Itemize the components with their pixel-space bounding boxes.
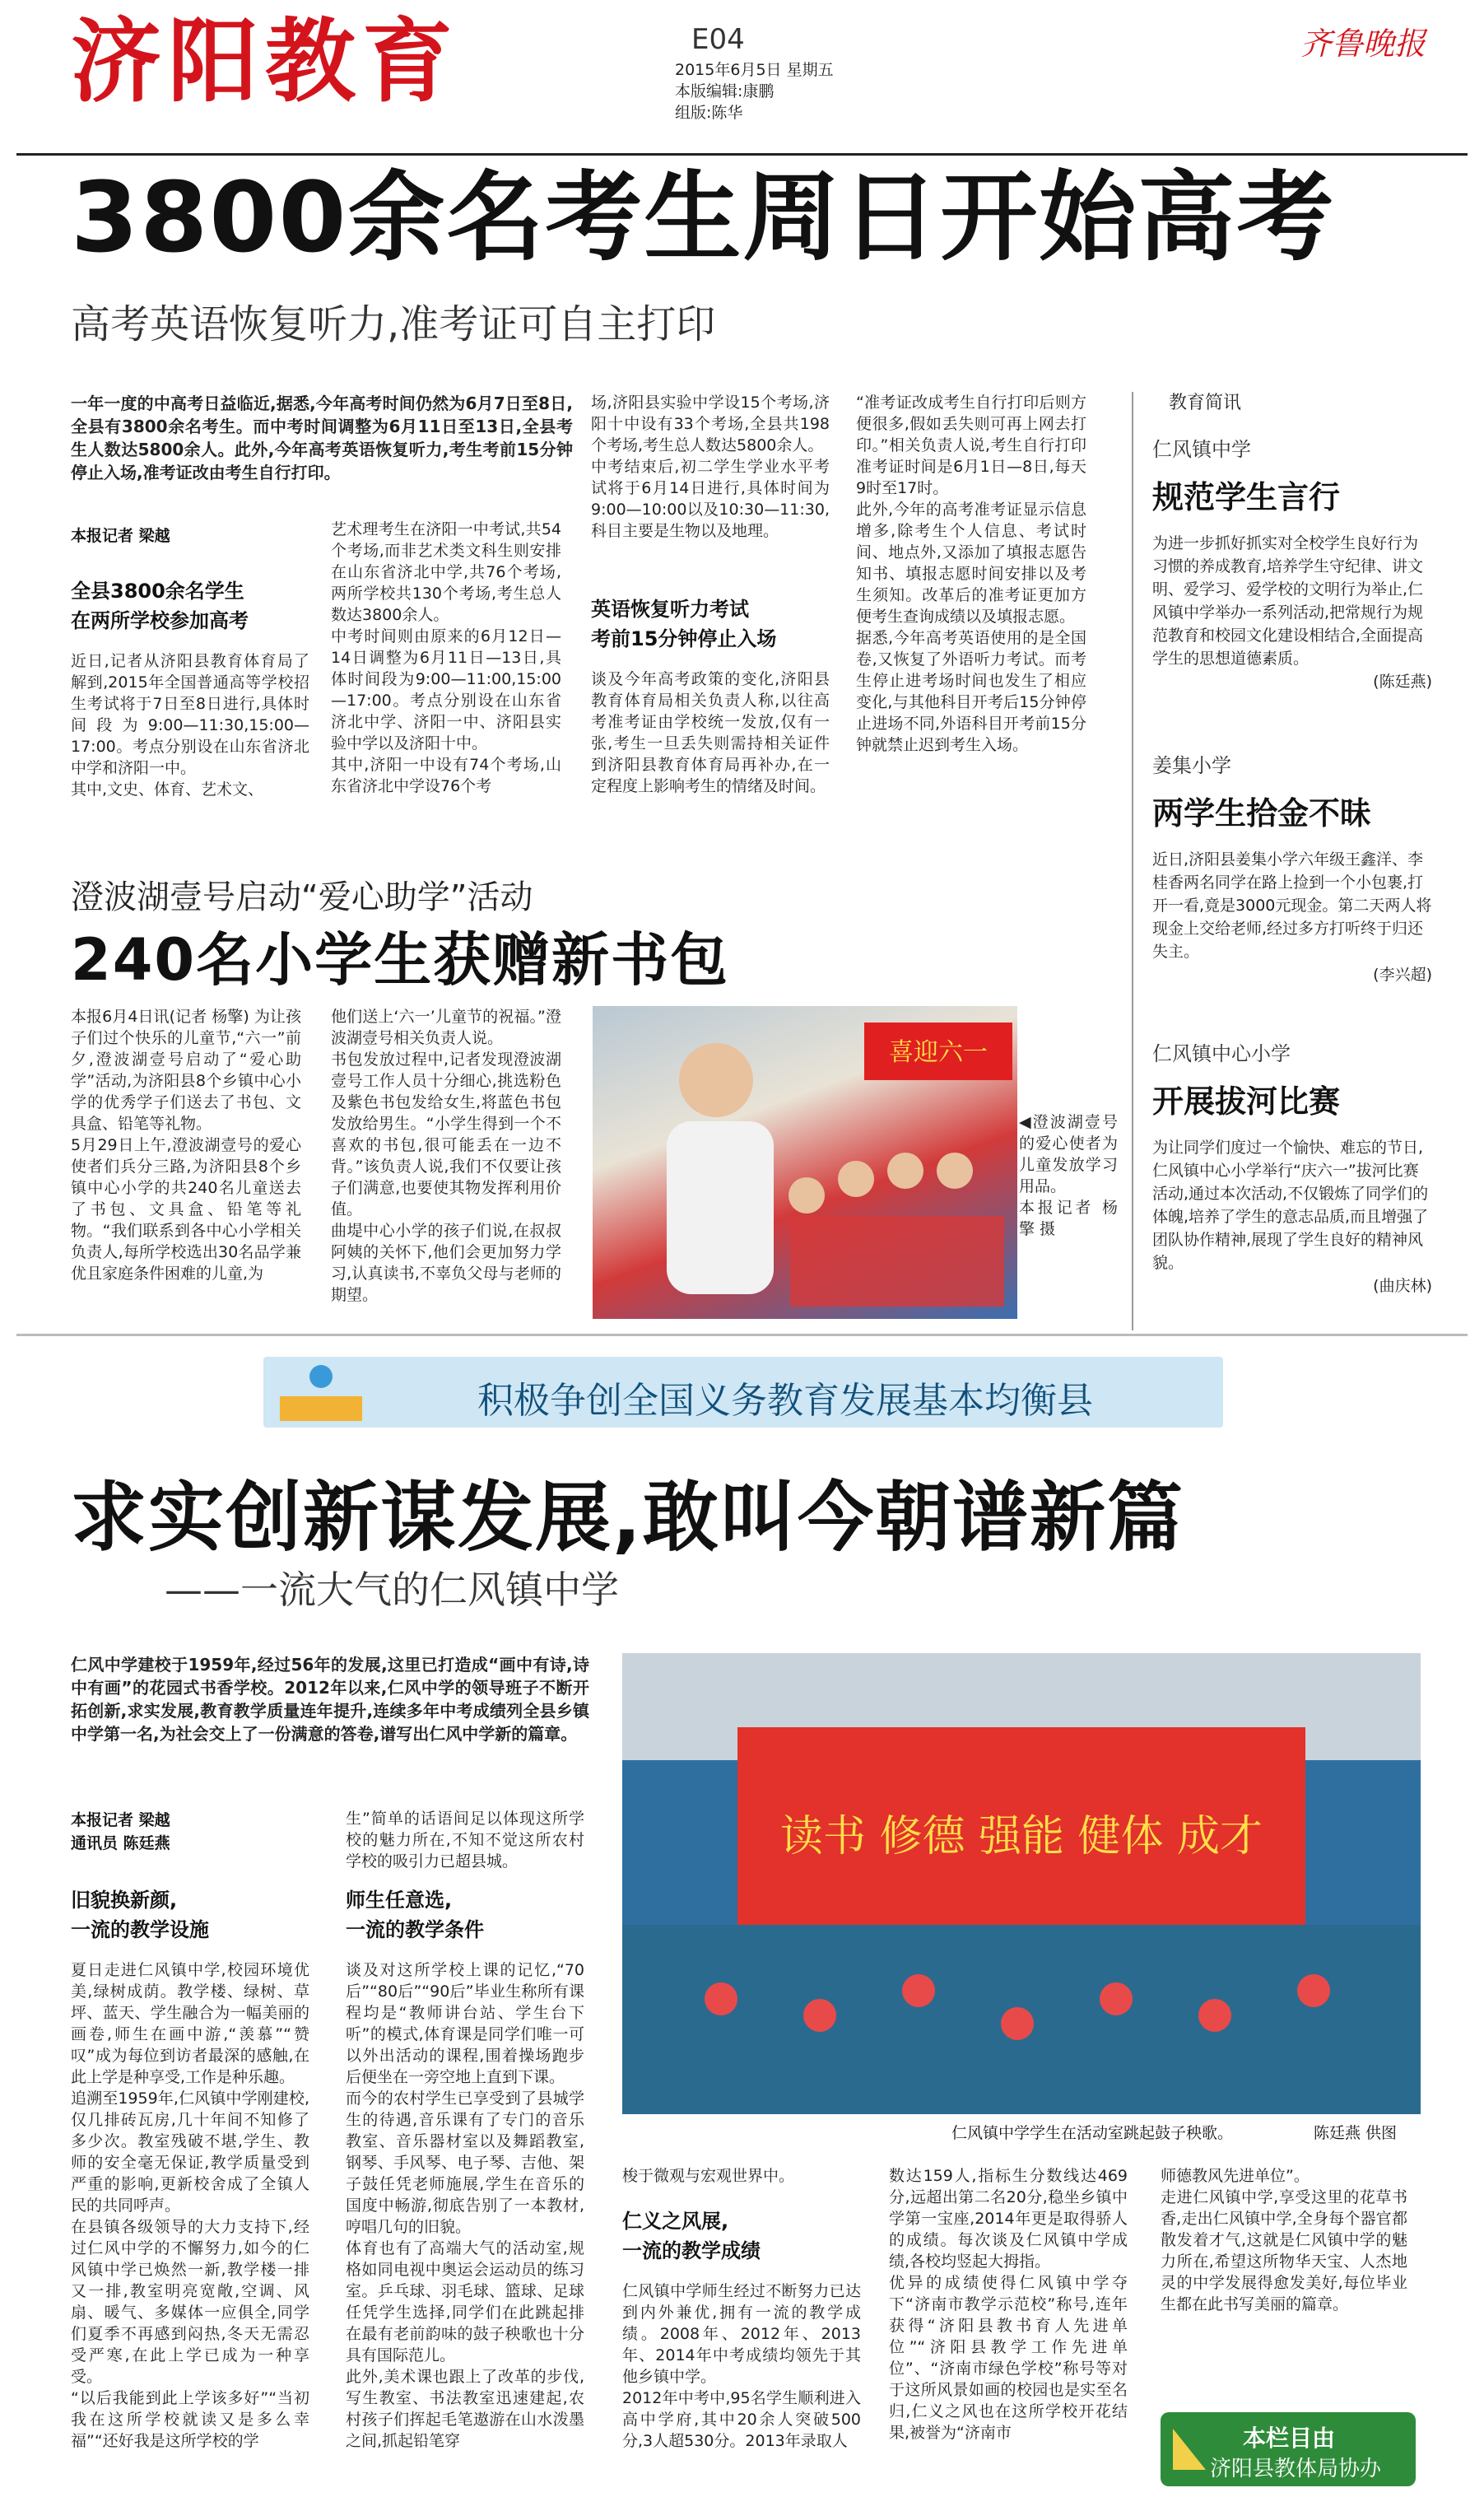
sidebar-label: 教育简讯: [1169, 393, 1242, 413]
sidebar-item: [1152, 1029, 1432, 1297]
sidebar-author: (曲庆林): [1373, 1277, 1432, 1295]
photo-illustration: [622, 1653, 1421, 2147]
photo-children-group: [790, 1216, 1004, 1307]
photo-dancer: [705, 1982, 737, 2015]
sidebar-body: 为让同学们度过一个愉快、难忘的节日,仁风镇中心小学举行“庆六一”拔河比赛活动,通过本次活动,不仅锻炼了同学们的体魄,培养了学生的意志品质,而且增强了团队协作精神,展现了学生良好的精神风貌。: [1152, 1139, 1429, 1272]
story1-subhead2: 英语恢复听力考试 考前15分钟停止入场: [591, 598, 777, 650]
story1-subhead1: 全县3800余名学生 在两所学校参加高考: [71, 580, 249, 632]
sidebar-school: 仁风镇中学: [1152, 438, 1251, 461]
sponsor-box: [1161, 2412, 1416, 2486]
photo-person-head: [679, 1043, 753, 1117]
story3-photo: [622, 1653, 1421, 2147]
photo-dancer: [1198, 1999, 1231, 2032]
banner-figure: [309, 1365, 333, 1388]
photo-dancer: [1297, 1974, 1330, 2007]
story1-col3a: 场,济阳县实验中学设15个考场,济阳十中设有33个考场,全县共198个考场,考生总人数达5800余人。 中考结束后,初二学生学业水平考试将于6月14日进行,具体时间为9:00—10:00以及10:30—11:30,科目主要是生物以及地理。: [591, 394, 830, 540]
story3-subheadline: ——一流大气的仁风镇中学: [165, 1568, 619, 1612]
photo-banner-text: 喜迎六一: [889, 1038, 988, 1067]
story1-subheadline: 高考英语恢复听力,准考证可自主打印: [71, 301, 716, 347]
sidebar-item: [1152, 741, 1432, 986]
issue-date: 2015年6月5日 星期五: [675, 61, 834, 79]
story3-subhead1: 旧貌换新颜, 一流的教学设施: [71, 1889, 209, 1941]
story3-headline: 求实创新谋发展,敢叫今朝谱新篇: [71, 1474, 1184, 1562]
layout-credit: 组版:陈华: [675, 104, 743, 122]
sidebar-divider: [1132, 392, 1133, 1330]
banner-books: [280, 1396, 362, 1421]
story3-col4: 数达159人,指标生分数线达469分,远超出第二名20分,稳坐乡镇中学第一宝座,2014年更是取得骄人的成绩。每次谈及仁风镇中学成绩,各校均竖起大拇指。 优异的成绩使得仁风镇中学夺下“济南市教学示范校”称号,连年获得“济阳县教书育人先进单位”“济阳县教学工作先进单位”、“济南市绿色学校”称号等对于这所风景如画的校园也是实至名归,仁义之风也在这所学校开花结果,被誉为“济南市: [889, 2167, 1128, 2442]
story1-col3b: 谈及今年高考政策的变化,济阳县教育体育局相关负责人称,以往高考准考证由学校统一发放,仅有一张,考生一旦丢失则需持相关证件到济阳县教育体育局再补办,在一定程度上影响考生的情绪及时间。: [591, 670, 830, 795]
sidebar-title: 两学生拾金不昧: [1152, 795, 1372, 832]
story1-headline: 3800余名考生周日开始高考: [71, 161, 1336, 274]
newspaper-logo: 齐鲁晚报: [1300, 26, 1426, 62]
sidebar-body: 为进一步抓好抓实对全校学生良好行为习惯的养成教育,培养学生守纪律、讲文明、爱学习、爱学校的文明行为举止,仁风镇中学举办一系列活动,把常规行为规范教育和校园文化建设相结合,全面提高学生的思想道德素质。: [1152, 534, 1424, 668]
sponsor-line2: 济阳县教体局协办: [1210, 2457, 1382, 2481]
story2-headline: 240名小学生获赠新书包: [71, 926, 730, 994]
story3-col3b: 仁风镇中学师生经过不断努力已达到内外兼优,拥有一流的教学成绩。2008年、2012年、2013年、2014年中考成绩均领先于其他乡镇中学。 2012年中考中,95名学生顺利进入高中学府,其中20余人突破500分,3人超530分。2013年录取人: [622, 2282, 861, 2450]
sidebar-title: 开展拔河比赛: [1152, 1083, 1341, 1120]
story3-col2a: 生”简单的话语间足以体现这所学校的魅力所在,不知不觉这所农村学校的吸引力已超县城。: [346, 1810, 584, 1870]
story2-photo: [593, 1006, 1017, 1319]
ruler-icon: [1169, 2425, 1210, 2474]
sidebar-title: 规范学生言行: [1152, 479, 1341, 515]
story1-col1: 近日,记者从济阳县教育体育局了解到,2015年全国普通高等学校招生考试将于7日至8日进行,具体时间段为9:00—11:30,15:00—17:00。考点分别设在山东省济北中学和济阳一中。 其中,文史、体育、艺术文、: [71, 652, 309, 799]
photo-child: [887, 1153, 923, 1189]
editor-credit: 本版编辑:康鹏: [675, 82, 775, 100]
sidebar-school: 姜集小学: [1152, 754, 1231, 777]
photo-dancer: [1100, 1982, 1133, 2015]
story2-col2: 他们送上‘六一’儿童节的祝福。”澄波湖壹号相关负责人说。 书包发放过程中,记者发现澄波湖壹号工作人员十分细心,挑选粉色及紫色书包发给女生,将蓝色书包发放给男生。“小学生得到一个不喜欢的书包,很可能丢在一边不背。”该负责人说,我们不仅要让孩子们满意,也要使其物发挥利用价值。 曲堤中心小学的孩子们说,在叔叔阿姨的关怀下,他们会更加努力学习,认真读书,不辜负父母与老师的期望。: [331, 1008, 561, 1304]
photo-dancer: [803, 1999, 836, 2032]
story1-byline: 本报记者 梁越: [71, 527, 170, 545]
story3-col3a: 梭于微观与宏观世界中。: [622, 2167, 795, 2185]
sidebar-author: (李兴超): [1373, 966, 1432, 984]
photo-dancer: [902, 1974, 935, 2007]
banner-icon: [272, 1360, 370, 1424]
photo-person-body: [667, 1121, 774, 1294]
section-divider: [16, 1334, 1468, 1336]
sidebar-author: (陈廷燕): [1373, 673, 1432, 691]
top-rule: [16, 153, 1468, 156]
ruler-triangle: [1173, 2429, 1206, 2470]
story3-byline2: 通讯员 陈廷燕: [71, 1834, 170, 1852]
photo-illustration: [593, 1006, 1017, 1319]
story2-col1: 本报6月4日讯(记者 杨擎) 为让孩子们过个快乐的儿童节,“六一”前夕,澄波湖壹号启动了“爱心助学”活动,为济阳县8个乡镇中心小学的优秀学子们送去了书包、文具盒、铅笔等礼物。 5月29日上午,澄波湖壹号的爱心使者们兵分三路,为济阳县8个乡镇中心小学的共240名儿童送去了书包、文具盒、铅笔等礼物。“我们联系到各中心小学相关负责人,每所学校选出30名品学兼优且家庭条件困难的儿童,为: [71, 1008, 301, 1283]
story1-lead: 一年一度的中高考日益临近,据悉,今年高考时间仍然为6月7日至8日,全县有3800余名考生。而中考时间调整为6月11日至13日,全县考生人数达5800余人。此外,今年高考英语恢复听力,考生考前15分钟停止入场,准考证改由考生自行打印。: [71, 394, 573, 482]
page-code: E04: [691, 23, 745, 56]
story2-kicker: 澄波湖壹号启动“爱心助学”活动: [71, 878, 533, 916]
story3-photo-credit: 陈廷燕 供图: [1314, 2124, 1398, 2142]
sidebar-item: [1152, 425, 1432, 693]
photo-child: [937, 1153, 973, 1189]
story3-subhead2: 师生任意选, 一流的教学条件: [346, 1889, 484, 1941]
story3-byline1: 本报记者 梁越: [71, 1811, 170, 1829]
story3-lead: 仁风中学建校于1959年,经过56年的发展,这里已打造成“画中有诗,诗中有画”的花园式书香学校。2012年以来,仁风中学的领导班子不断开拓创新,求实发展,教育教学质量连年提升,连续多年中考成绩列全县乡镇中学第一名,为社会交上了一份满意的答卷,谱写出仁风中学新的篇章。: [71, 1655, 589, 1744]
masthead-meta: [675, 59, 834, 123]
story1-col4: “准考证改成考生自行打印后则方便很多,假如丢失则可再上网去打印。”相关负责人说,考生自行打印准考证时间是6月1日—8日,每天9时至17时。 此外,今年的高考准考证显示信息增多,除考生个人信息、考试时间、地点外,又添加了填报志愿告知书、填报志愿时间安排以及考生须知。改革后的准考证更加方便考生查询成绩以及填报志愿。 据悉,今年高考英语使用的是全国卷,又恢复了外语听力考试。而考生停止进考场时间也发生了相应变化,与其他科目开考后15分钟停止进场不同,外语科目开考前15分钟就禁止迟到考生入场。: [856, 394, 1086, 754]
photo-child: [838, 1161, 874, 1197]
story3-col2b: 谈及对这所学校上课的记忆,“70后”“80后”“90后”毕业生称所有课程均是“教师讲台站、学生台下听”的模式,体育课是同学们唯一可以外出活动的课程,围着操场跑步后便坐在一旁空地上直到下课。 而今的农村学生已享受到了县城学生的待遇,音乐课有了专门的音乐教室、音乐器材室以及舞蹈教室,钢琴、手风琴、电子琴、吉他、架子鼓任凭老师施展,学生在音乐的国度中畅游,彻底告别了一本教材,哼唱几句的旧貌。 体育也有了高端大气的活动室,规格如同电视中奥运会运动员的练习室。乒乓球、羽毛球、篮球、足球任凭学生选择,同学们在此跳起排在最有老前韵味的鼓子秧歌也十分具有国际范儿。 此外,美术课也跟上了改革的步伐,写生教室、书法教室迅速建起,农村孩子们挥起毛笔遨游在山水泼墨之间,抓起铅笔穿: [346, 1961, 584, 2450]
masthead-title: 济阳教育: [71, 9, 459, 114]
photo-stage-text: 读书 修德 强能 健体 成才: [779, 1812, 1263, 1861]
story1-col2: 艺术理考生在济阳一中考试,共54个考场,而非艺术类文科生则安排在山东省济北中学,共76个考场,两所学校共130个考场,考生总人数达3800余人。 中考时间则由原来的6月12日—14日调整为6月11日—13日,具体时间段为9:00—11:00,15:00—17:00。考点分别设在山东省济北中学、济阳一中、济阳县实验中学以及济阳十中。 其中,济阳一中设有74个考场,山东省济北中学设76个考: [331, 520, 561, 795]
story3-col5: 师德教风先进单位”。 走进仁风镇中学,享受这里的花草书香,走出仁风镇中学,全身每个器官都散发着才气,这就是仁风镇中学的魅力所在,希望这所物华天宝、人杰地灵的中学发展得愈发美好,每位毕业生都在此书写美丽的篇章。: [1161, 2167, 1407, 2313]
story3-col1: 夏日走进仁风镇中学,校园环境优美,绿树成荫。教学楼、绿树、草坪、蓝天、学生融合为一幅美丽的画卷,师生在画中游,“羡慕”“赞叹”成为每位到访者最深的感触,在此上学是种享受,工作是种乐趣。 追溯至1959年,仁风镇中学刚建校,仅几排砖瓦房,几十年间不知修了多少次。教室残破不堪,学生、教师的安全毫无保证,教学质量受到严重的影响,更新校舍成了全镇人民的共同呼声。 在县镇各级领导的大力支持下,经过仁风中学的不懈努力,如今的仁风镇中学已焕然一新,教学楼一排又一排,教室明亮宽敞,空调、风扇、暖气、多媒体一应俱全,同学们夏季不再感到闷热,冬天无需忍受严寒,在此上学已成为一种享受。 “以后我能到此上学该多好”“当初我在这所学校就读又是多么幸福”“还好我是这所学校的学: [71, 1961, 309, 2450]
sidebar-school: 仁风镇中心小学: [1152, 1042, 1291, 1065]
story2-caption: ◀澄波湖壹号的爱心使者为儿童发放学习用品。 本报记者 杨擎 摄: [1019, 1113, 1118, 1238]
sponsor-line1: 本栏目由: [1243, 2425, 1336, 2452]
photo-dancer: [1001, 2007, 1034, 2040]
campaign-banner-text: 积极争创全国义务教育发展基本均衡县: [477, 1380, 1093, 1422]
photo-child: [789, 1177, 825, 1214]
sidebar-body: 近日,济阳县姜集小学六年级王鑫洋、李桂香两名同学在路上捡到一个小包裹,打开一看,竟是3000元现金。第二天两人将现金上交给老师,经过多方打听终于归还失主。: [1152, 850, 1432, 961]
story3-photo-caption: 仁风镇中学学生在活动室跳起鼓子秧歌。: [951, 2124, 1234, 2142]
story3-subhead3: 仁义之风展, 一流的教学成绩: [622, 2210, 761, 2262]
